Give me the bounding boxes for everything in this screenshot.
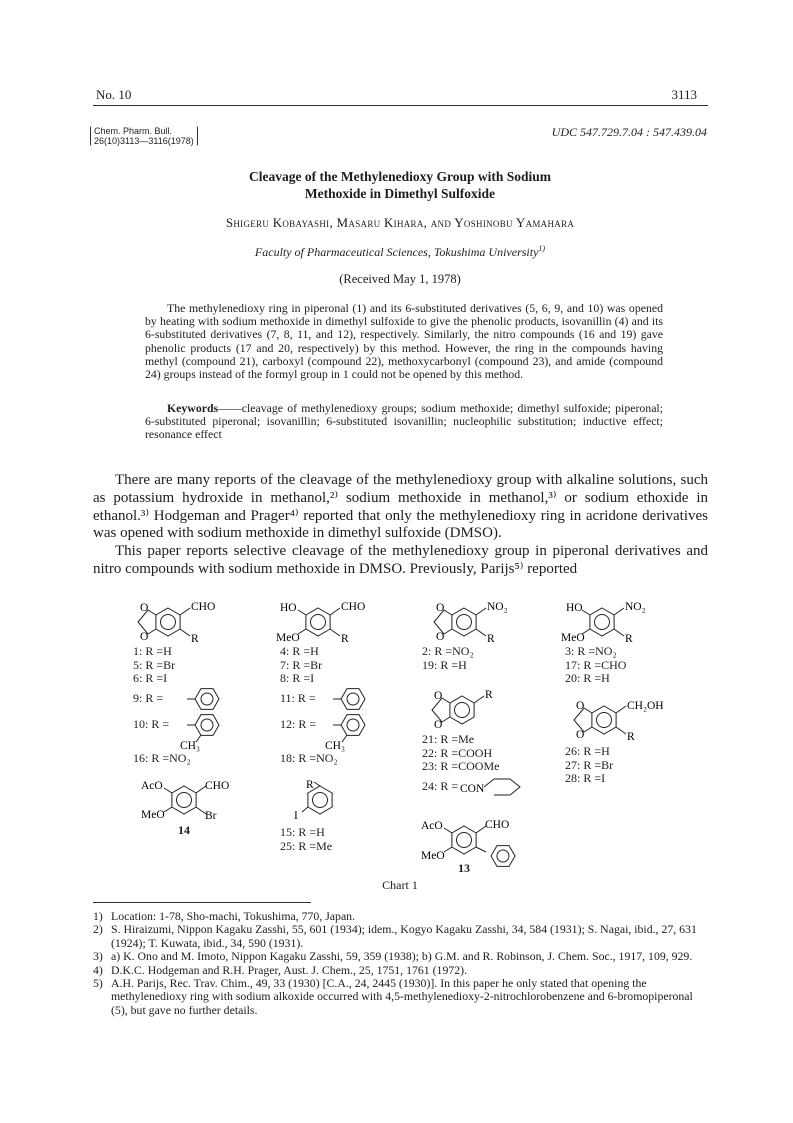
struct3-no2: NO₂ <box>625 601 646 613</box>
label-1: 1: R =H <box>133 644 172 658</box>
struct21-r: R <box>485 689 493 701</box>
struct1-o-bottom: O <box>140 631 149 643</box>
label-7: 7: R =Br <box>280 657 323 672</box>
struct3-r: R <box>625 633 633 645</box>
struct14-cho: CHO <box>205 780 230 792</box>
label-12: 12: R = <box>280 717 317 731</box>
structure-24-amide <box>460 779 520 795</box>
struct14-br: Br <box>205 810 217 822</box>
udc-code: UDC 547.729.7.04 : 547.439.04 <box>551 125 707 139</box>
struct15-r: R <box>306 779 314 791</box>
phenyl-substituents <box>180 689 365 752</box>
footnote-4: 4) D.K.C. Hodgeman and R.H. Prager, Aust. J. Chem., 25, 1751, 1761 (1972). <box>93 962 468 977</box>
label-8: 8: R =I <box>280 671 315 685</box>
label-22: 22: R =COOH <box>422 745 493 760</box>
struct2-o-bottom: O <box>436 631 445 643</box>
footnote-2: 2) S. Hiraizumi, Nippon Kagaku Zasshi, 55, 601 (1934); idem., Kogyo Kagaku Zasshi, 34, 584 (1931); S. Nagai, ibid., 27, 631 (1924); T. Kuwata, ibid., 34, 590 (1931). <box>93 922 697 950</box>
structure-ch2oh <box>574 700 664 743</box>
struct21-o-top: O <box>434 690 443 702</box>
label-13: 13 <box>458 861 470 875</box>
label-5: 5: R =Br <box>133 657 176 672</box>
struct14-aco: AcO <box>141 780 163 792</box>
struct24-con: CON <box>460 783 485 795</box>
group4b-labels <box>565 745 613 786</box>
structure-14 <box>141 780 229 822</box>
label-24: 24: R = <box>422 779 459 793</box>
label-6: 6: R =I <box>133 671 168 685</box>
label-4: 4: R =H <box>280 644 319 658</box>
received-date: (Received May 1, 1978) <box>339 272 461 286</box>
struct13-cho: CHO <box>485 819 510 831</box>
affiliation-footnote-ref: 1) <box>538 244 546 253</box>
struct10-ch3: CH₃ <box>180 740 200 752</box>
label-28: 28: R =I <box>565 771 606 785</box>
structure-13 <box>421 819 515 866</box>
struct3-ho: HO <box>566 602 583 614</box>
label-9: 9: R = <box>133 691 164 705</box>
struct2-r: R <box>487 633 495 645</box>
label-27: 27: R =Br <box>565 757 614 772</box>
label-10: 10: R = <box>133 717 170 731</box>
label-2: 2: R =NO₂ <box>422 644 474 658</box>
title-line-2: Methoxide in Dimethyl Sulfoxide <box>304 186 496 201</box>
label-11: 11: R = <box>280 691 316 705</box>
footnote-rule <box>93 902 311 903</box>
chart-caption: Chart 1 <box>382 878 418 892</box>
struct13-meo: MeO <box>421 850 445 862</box>
struct2-o-top: O <box>436 602 445 614</box>
struct4-ho: HO <box>280 602 297 614</box>
struct21-o-bottom: O <box>434 719 443 731</box>
label-14: 14 <box>178 823 190 837</box>
abstract: The methylenedioxy ring in piperonal (1) and its 6-substituted derivatives (5, 6, 9, and 10) was opened by heating with sodium methoxide in dimethyl sulfoxide to give the phenolic products, isovanillin (4) and its 6-substituted derivatives (7, 8, 11, and 12), respectively. Similarly, the nitro compounds (16 and 19) gave phenolic products (17 and 20, respectively) by this method. However, the ring in the compounds having methyl (compound 21), carboxyl (compound 22), methoxycarbonyl (compound 23), and amide (compound 24) groups instead of the formyl group in 1 could not be opened by this method. <box>145 301 663 382</box>
affiliation-text: Faculty of Pharmaceutical Sciences, Tokushima University <box>254 245 539 259</box>
struct1-cho: CHO <box>191 601 216 613</box>
group15-labels <box>280 826 332 853</box>
footnotes <box>93 910 708 1017</box>
struct26-r: R <box>627 731 635 743</box>
label-16: 16: R =NO₂ <box>133 751 191 765</box>
keywords-text: ——cleavage of methylenedioxy groups; sodium methoxide; dimethyl sulfoxide; piperonal; 6-substituted piperonal; isovanillin; 6-substituted isovanillin; nucleophilic substitution; inductive effect; resonance effect <box>145 401 663 442</box>
struct15-i: I <box>294 810 298 822</box>
struct4-r: R <box>341 633 349 645</box>
label-26: 26: R =H <box>565 744 610 758</box>
label-3: 3: R =NO₂ <box>565 644 617 658</box>
struct4-meo: MeO <box>276 632 300 644</box>
struct4-cho: CHO <box>341 601 366 613</box>
structure-piperonal <box>138 601 215 645</box>
struct13-aco: AcO <box>421 820 443 832</box>
label-23: 23: R =COOMe <box>422 759 500 773</box>
structure-nitro-phenol <box>561 601 646 645</box>
struct26-o-bottom: O <box>576 729 585 741</box>
group3-labels <box>422 645 474 672</box>
structure-nitro-mdo <box>434 601 508 645</box>
struct1-o-top: O <box>140 602 149 614</box>
structure-isovanillin <box>276 601 365 645</box>
footnote-1: 1) Location: 1-78, Sho-machi, Tokushima, 770, Japan. <box>93 909 356 923</box>
structure-mdo-r <box>432 689 493 731</box>
label-15: 15: R =H <box>280 825 325 839</box>
footnote-5: 5) A.H. Parijs, Rec. Trav. Chim., 49, 33 (1930) [C.A., 24, 2445 (1930)]. In this paper he only stated that opening the methylenedioxy ring with sodium alkoxide occurred with 4,5-methylenedioxy-2-nitrochlorobenzene and 6-bromopiperonal (5), but gave no further details. <box>93 976 693 1017</box>
struct2-no2: NO₂ <box>487 601 508 613</box>
label-18: 18: R =NO₂ <box>280 751 338 765</box>
struct14-meo: MeO <box>141 809 165 821</box>
group1-labels <box>133 645 175 686</box>
struct12-ch3: CH₃ <box>325 740 345 752</box>
structure-15 <box>294 779 332 822</box>
keywords-label: Keywords <box>167 401 219 415</box>
struct26-ch2oh: CH₂OH <box>627 700 664 712</box>
struct26-o-top: O <box>576 700 585 712</box>
body-paragraph-2: This paper reports selective cleavage of the methylenedioxy group in piperonal derivatives and nitro compounds with sodium methoxide in DMSO. Previously, Parijs⁵⁾ reported <box>93 543 708 577</box>
label-21: 21: R =Me <box>422 732 475 746</box>
title-line-1: Cleavage of the Methylenedioxy Group with Sodium <box>248 169 551 184</box>
page-number: 3113 <box>671 87 697 102</box>
body-paragraph-1: There are many reports of the cleavage of the methylenedioxy group with alkaline solutions, such as potassium hydroxide in methanol,²⁾ sodium methoxide in methanol,³⁾ or sodium ethoxide in ethanol.³⁾ Hodgeman and Prager⁴⁾ reported that only the methylenedioxy ring in acridone derivatives was opened with sodium methoxide in dimethyl sulfoxide (DMSO). <box>93 472 708 542</box>
struct3-meo: MeO <box>561 632 585 644</box>
label-25: 25: R =Me <box>280 838 333 853</box>
journal-number: No. 10 <box>96 87 132 102</box>
struct1-r: R <box>191 633 199 645</box>
footnote-3: 3) a) K. Ono and M. Imoto, Nippon Kagaku Zasshi, 59, 359 (1938); b) G.M. and R. Robinson, J. Chem. Soc., 1917, 109, 929. <box>93 949 693 964</box>
citation-volume: 26(10)3113—3116(1978) <box>94 136 194 146</box>
group3b-labels <box>422 733 499 774</box>
label-17: 17: R =CHO <box>565 657 627 672</box>
group2-labels <box>280 645 322 686</box>
label-19: 19: R =H <box>422 657 467 672</box>
label-20: 20: R =H <box>565 671 610 685</box>
group4-labels <box>565 645 626 686</box>
citation-journal: Chem. Pharm. Bull. <box>94 126 173 136</box>
authors: Shigeru Kobayashi, Masaru Kihara, and Yoshinobu Yamahara <box>225 215 575 230</box>
